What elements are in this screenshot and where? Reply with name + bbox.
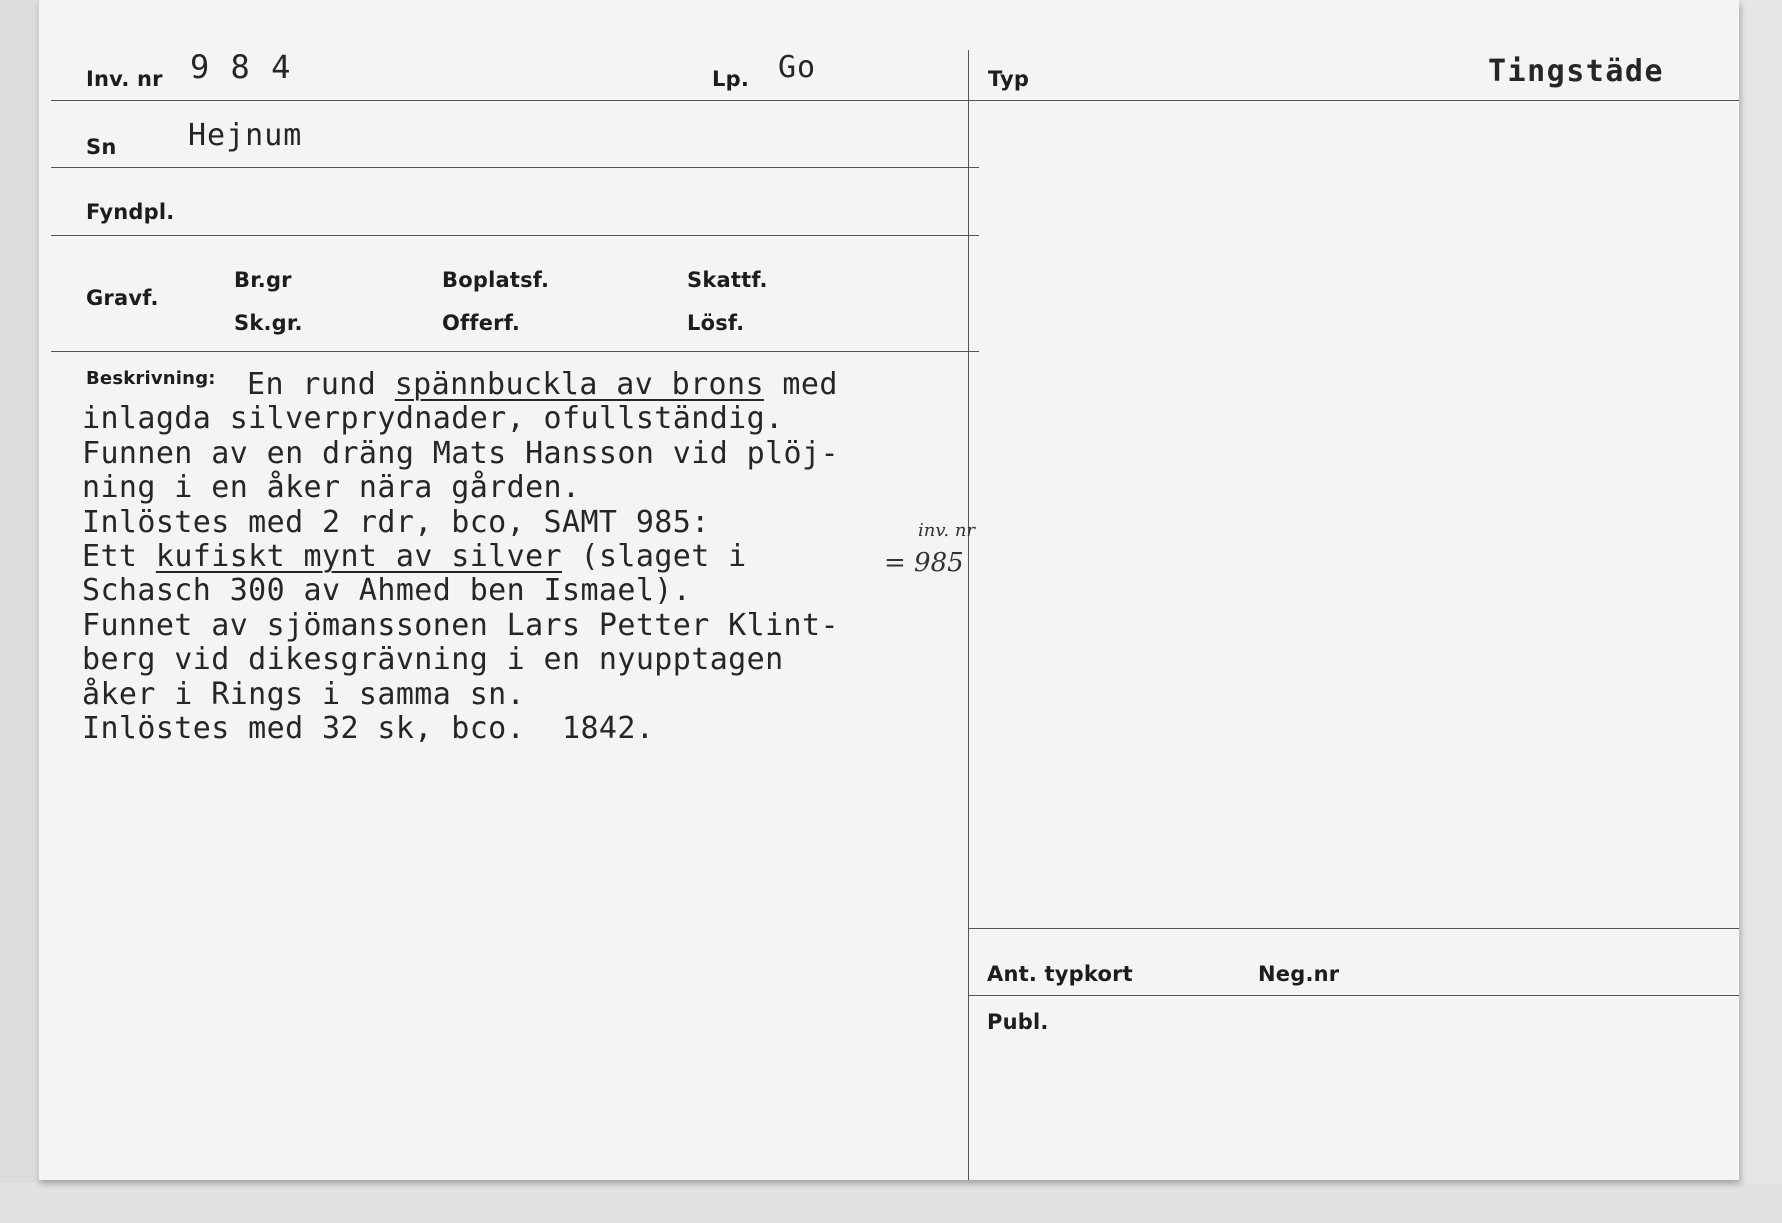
description-line <box>82 678 839 712</box>
text-run: inlagda silverprydnader, ofullständig. <box>82 401 784 437</box>
text-run: berg vid dikesgrävning i en nyupptagen <box>82 642 784 678</box>
rule-ant <box>969 928 1739 929</box>
text-run: En rund <box>247 367 395 402</box>
description-line <box>82 506 839 540</box>
description-text <box>82 368 839 746</box>
background-right <box>1734 0 1782 1223</box>
text-run: Schasch 300 av Ahmed ben Ismael). <box>82 573 692 609</box>
neg-nr-label: Neg.nr <box>1258 962 1340 986</box>
skattf-label: Skattf. <box>687 268 768 292</box>
text-run: med <box>763 367 838 402</box>
rule-fyndpl <box>51 235 979 236</box>
column-divider <box>968 50 969 1180</box>
description-line <box>82 437 839 471</box>
description-line <box>82 712 839 746</box>
text-run: ning i en åker nära gården. <box>82 470 581 506</box>
lp-value: Go <box>778 50 817 85</box>
rule-gravf <box>51 351 979 352</box>
description-line <box>82 609 839 643</box>
underlined-phrase: spännbuckla av brons <box>394 367 764 402</box>
ant-typkort-label: Ant. typkort <box>987 962 1133 986</box>
sn-label: Sn <box>86 135 117 159</box>
text-run: åker i Rings i samma sn. <box>82 676 526 712</box>
underlined-phrase: kufiskt mynt av silver <box>155 538 563 574</box>
text-run: Funnen av en dräng Mats Hansson vid plöj- <box>82 435 839 471</box>
typ-label: Typ <box>988 67 1030 91</box>
text-run: Inlöstes med 2 rdr, bco, SAMT 985: <box>82 504 710 540</box>
description-line <box>82 368 839 402</box>
text-run: Inlöstes med 32 sk, bco. 1842. <box>82 710 655 746</box>
text-run: Ett <box>82 538 156 574</box>
description-line <box>82 540 839 574</box>
background-bottom <box>0 1183 1782 1223</box>
text-run: Funnet av sjömanssonen Lars Petter Klint- <box>82 607 839 643</box>
sn-value: Hejnum <box>188 118 303 153</box>
handwritten-inv-nr: inv. nr <box>918 520 976 541</box>
offerf-label: Offerf. <box>442 311 521 335</box>
publ-label: Publ. <box>987 1010 1049 1034</box>
losf-label: Lösf. <box>687 311 745 335</box>
brgr-label: Br.gr <box>234 268 292 292</box>
rule-neg <box>969 995 1739 996</box>
rule-inv <box>51 100 979 101</box>
rule-typ <box>969 100 1739 101</box>
handwritten-985: = 985 <box>884 548 964 578</box>
typ-value: Tingstäde <box>1488 54 1665 89</box>
boplatsf-label: Boplatsf. <box>442 268 550 292</box>
gravf-label: Gravf. <box>86 286 159 310</box>
rule-sn <box>51 167 979 168</box>
description-line <box>82 471 839 505</box>
inv-nr-value: 9 8 4 <box>190 48 292 86</box>
skgr-label: Sk.gr. <box>234 311 303 335</box>
description-line <box>82 643 839 677</box>
description-line <box>82 402 839 436</box>
description-line <box>82 574 839 608</box>
inv-nr-label: Inv. nr <box>86 67 163 91</box>
lp-label: Lp. <box>712 67 749 91</box>
text-run: (slaget i <box>562 538 747 574</box>
fyndpl-label: Fyndpl. <box>86 200 175 224</box>
description-label: Beskrivning: <box>86 368 216 389</box>
